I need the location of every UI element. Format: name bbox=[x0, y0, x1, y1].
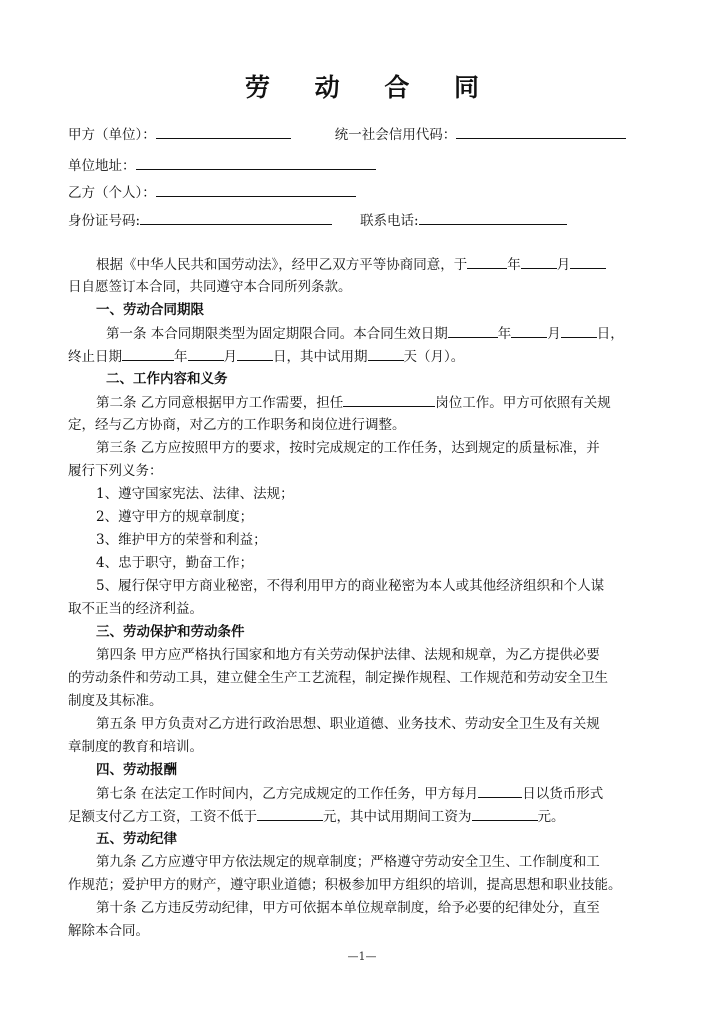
address-row bbox=[68, 155, 664, 176]
page-title: 劳 动 合 同 bbox=[244, 73, 498, 102]
sign-month-field[interactable] bbox=[521, 254, 557, 269]
page-number: —1— bbox=[347, 950, 377, 963]
min-wage-field[interactable] bbox=[257, 806, 323, 821]
party-b-label: 乙方（个人）： bbox=[68, 185, 156, 201]
start-day-field[interactable] bbox=[561, 323, 597, 338]
article-2-text: 第二条 乙方同意根据甲方工作需要，担任 bbox=[96, 395, 344, 411]
party-a-field[interactable] bbox=[156, 124, 291, 139]
intro-line-1 bbox=[96, 254, 692, 275]
intro-text: 根据《中华人民共和国劳动法》，经甲乙双方平等协商同意，于 bbox=[96, 257, 468, 273]
end-day-field[interactable] bbox=[237, 346, 273, 361]
year-label: 年 bbox=[507, 257, 521, 273]
start-month-field[interactable] bbox=[511, 323, 547, 338]
article-2-line-2: 定，经与乙方协商，对乙方的工作职务和岗位进行调整。 bbox=[68, 417, 406, 433]
start-year-field[interactable] bbox=[448, 323, 498, 338]
article-1-line-1 bbox=[106, 323, 702, 344]
duty-item: 1、遵守国家宪法、法律、法规； bbox=[96, 486, 294, 502]
min-wage-label: 足额支付乙方工资，工资不低于 bbox=[68, 809, 257, 825]
article-7-line-1 bbox=[96, 783, 692, 804]
year-label: 年 bbox=[497, 326, 512, 342]
probation-wage-label: 元，其中试用期间工资为 bbox=[323, 809, 472, 825]
credit-code-field[interactable] bbox=[456, 124, 626, 139]
duty-item-5-line-2: 取不正当的经济利益。 bbox=[68, 601, 203, 617]
month-label: 月 bbox=[223, 349, 237, 365]
duty-item: 4、忠于职守，勤奋工作； bbox=[96, 555, 254, 571]
article-3-line-2: 履行下列义务： bbox=[68, 463, 163, 479]
intro-line-2: 日自愿签订本合同，共同遵守本合同所列条款。 bbox=[68, 279, 352, 295]
month-label: 月 bbox=[556, 257, 571, 273]
party-a-label: 甲方（单位）： bbox=[68, 127, 156, 143]
article-2-text-b: 岗位工作。甲方可依照有关规 bbox=[435, 395, 611, 411]
phone-field[interactable] bbox=[419, 210, 567, 225]
article-5-line-2: 章制度的教育和培训。 bbox=[68, 739, 203, 755]
article-1-line-2 bbox=[68, 346, 664, 367]
probation-wage-field[interactable] bbox=[472, 806, 538, 821]
address-label: 单位地址： bbox=[68, 158, 136, 174]
article-10-line-2: 解除本合同。 bbox=[68, 923, 149, 939]
probation-unit: 天（月）。 bbox=[403, 349, 465, 365]
pay-day-field[interactable] bbox=[478, 783, 522, 798]
duty-item: 2、遵守甲方的规章制度； bbox=[96, 509, 254, 525]
article-7-line-2 bbox=[68, 806, 664, 827]
probation-label: 日，其中试用期 bbox=[273, 349, 368, 365]
article-4-line-2: 的劳动条件和劳动工具，建立健全生产工艺流程，制定操作规程、工作规范和劳动安全卫生 bbox=[68, 670, 608, 686]
article-7-text-b: 日以货币形式 bbox=[522, 786, 604, 802]
section-1-heading: 一、劳动合同期限 bbox=[96, 302, 204, 318]
duty-item: 5、履行保守甲方商业秘密，不得利用甲方的商业秘密为本人或其他经济组织和个人谋 bbox=[96, 578, 605, 594]
id-row bbox=[68, 210, 664, 231]
yuan-label: 元。 bbox=[537, 809, 565, 825]
party-b-field[interactable] bbox=[156, 182, 356, 197]
position-field[interactable] bbox=[343, 392, 435, 407]
phone-label: 联系电话: bbox=[360, 213, 419, 229]
year-label: 年 bbox=[174, 349, 188, 365]
address-field[interactable] bbox=[136, 155, 376, 170]
id-label: 身份证号码: bbox=[68, 213, 141, 229]
article-2-line-1 bbox=[96, 392, 692, 413]
sign-year-field[interactable] bbox=[467, 254, 507, 269]
probation-field[interactable] bbox=[368, 346, 404, 361]
article-1-text: 第一条 本合同期限类型为固定期限合同。本合同生效日期 bbox=[106, 326, 448, 342]
article-4-line-3: 制度及其标准。 bbox=[68, 693, 163, 709]
article-9-line-1: 第九条 乙方应遵守甲方依法规定的规章制度；严格遵守劳动安全卫生、工作制度和工 bbox=[96, 854, 600, 870]
article-10-line-1: 第十条 乙方违反劳动纪律，甲方可依据本单位规章制度，给予必要的纪律处分，直至 bbox=[96, 900, 600, 916]
end-month-field[interactable] bbox=[188, 346, 224, 361]
section-4-heading: 四、劳动报酬 bbox=[96, 762, 177, 778]
month-label: 月 bbox=[547, 326, 561, 342]
article-4-line-1: 第四条 甲方应严格执行国家和地方有关劳动保护法律、法规和规章，为乙方提供必要 bbox=[96, 647, 600, 663]
duty-item: 3、维护甲方的荣誉和利益； bbox=[96, 532, 267, 548]
section-5-heading: 五、劳动纪律 bbox=[96, 831, 177, 847]
sign-day-field[interactable] bbox=[570, 254, 606, 269]
party-a-row bbox=[68, 124, 664, 145]
end-date-label: 终止日期 bbox=[68, 349, 122, 365]
id-field[interactable] bbox=[140, 210, 332, 225]
end-year-field[interactable] bbox=[122, 346, 174, 361]
article-9-line-2: 作规范；爱护甲方的财产，遵守职业道德；积极参加甲方组织的培训，提高思想和职业技能。 bbox=[68, 877, 622, 893]
article-3-line-1: 第三条 乙方应按照甲方的要求，按时完成规定的工作任务，达到规定的质量标准，并 bbox=[96, 440, 600, 456]
article-5-line-1: 第五条 甲方负责对乙方进行政治思想、职业道德、业务技术、劳动安全卫生及有关规 bbox=[96, 716, 600, 732]
section-2-heading: 二、工作内容和义务 bbox=[106, 371, 228, 387]
section-3-heading: 三、劳动保护和劳动条件 bbox=[96, 624, 245, 640]
day-label: 日， bbox=[596, 326, 624, 342]
party-b-row bbox=[68, 182, 664, 203]
credit-code-label: 统一社会信用代码： bbox=[334, 127, 457, 143]
article-7-text: 第七条 在法定工作时间内，乙方完成规定的工作任务，甲方每月 bbox=[96, 786, 479, 802]
